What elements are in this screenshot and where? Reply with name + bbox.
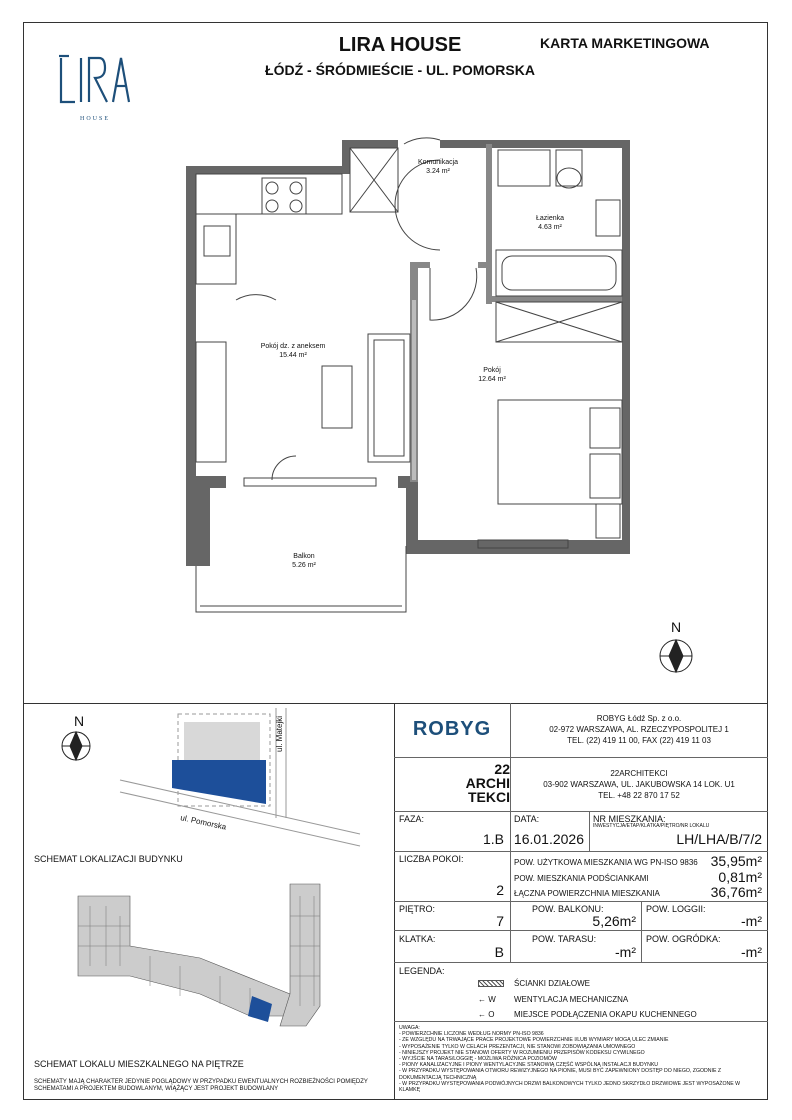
logo-subtext: HOUSE xyxy=(79,116,111,122)
pow-uzytkowa-label: POW. UŻYTKOWA MIESZKANIA WG PN-ISO 9836 xyxy=(514,858,698,867)
street-pomorska: ul. Pomorska xyxy=(179,813,228,832)
location-north-label: N xyxy=(74,713,85,729)
nr-value: LH/LHA/B/7/2 xyxy=(676,831,762,847)
faza-label: FAZA: xyxy=(399,814,425,824)
disclaimer: SCHEMATY MAJĄ CHARAKTER JEDYNIE POGLĄDOWY W PRZYPADKU EWENTUALNYCH ROZBIEŻNOŚCI POMIĘDZY SCHEMATAMI A PROJEKTEM BUDOWLANYM, WIĄŻĄCY JEST PROJEKT BUDOWLANY xyxy=(34,1079,368,1092)
document-type: KARTA MARKETINGOWA xyxy=(540,35,710,51)
developer-info: ROBYG Łódź Sp. z o.o. 02-972 WARSZAWA, AL. RZECZYPOSPOLITEJ 1 TEL. (22) 419 11 00, FAX (22) 419 11 03 xyxy=(549,714,729,745)
pietro-label: PIĘTRO: xyxy=(399,904,436,914)
floor-scheme xyxy=(70,876,350,1036)
wall-west xyxy=(186,166,196,486)
compass-north-label: N xyxy=(670,619,682,635)
legend-symbol-ventilation: ← W xyxy=(478,995,496,1004)
loggia-value: -m² xyxy=(741,913,762,929)
data-value: 16.01.2026 xyxy=(513,831,584,847)
loggia-label: POW. LOGGII: xyxy=(646,904,706,914)
location-caption: SCHEMAT LOKALIZACJI BUDYNKU xyxy=(34,854,183,864)
balkon-label: POW. BALKONU: xyxy=(532,904,604,914)
notes: UWAGA: - POWIERZCHNIE LICZONE WEDŁUG NORMY PN-ISO 9836 - ZE WZGLĘDU NA TRWAJĄCE PRACE PROJEKTOWE POWIERZCHNIE I/LUB WYMIARY MOGĄ ULEC ZMIANIE - WYPOSAŻENIE TYLKO W CELACH PREZENTACJI, NIE STANOWI ZOBOWIĄZANIA UMOWNEGO - NINIEJSZY PROJEKT NIE STANOWI OFERTY W ROZUMIENIU PRZEPISÓW KODEKSU CYWILNEGO - WYJŚCIE NA TARAS/LOGGIĘ - MOŻLIWA RÓŻNICA POZIOMÓW - PIONY KANALIZACYJNE I PIONY WENTYLACYJNE STANOWIĄ CZĘŚĆ WSPÓLNĄ INSTALACJI BUDYNKU - W PRZYPADKU WYSTĘPOWANIA OTWORU REWIZYJNEGO NA PIONIE, MUSI BYĆ ZAPEWNIONY DOSTĘP DO NIEGO, ZGODNIE Z DOKUMENTACJĄ TECHNICZNĄ - W PRZYPADKU WYSTĘPOWANIA PODWÓJNYCH DRZWI BALKONOWYCH TYLKO JEDNO SKRZYDŁO DRZWIOWE JEST WYPOSAŻONE W KLAMKĘ xyxy=(399,1025,741,1094)
architect-info: 22ARCHITEKCI 03-902 WARSZAWA, UL. JAKUBOWSKA 14 LOK. U1 TEL. +48 22 870 17 52 xyxy=(543,769,735,800)
nr-sublabel: INWESTYCJA/ETAP/KLATKA/PIĘTRO/NR LOKALU xyxy=(593,823,710,829)
legend-item-walls: ŚCIANKI DZIAŁOWE xyxy=(514,979,591,988)
pokoje-value: 2 xyxy=(496,882,504,898)
ogrodek-label: POW. OGRÓDKA: xyxy=(646,934,721,944)
legend-item-hood: MIEJSCE PODŁĄCZENIA OKAPU KUCHENNEGO xyxy=(514,1010,697,1019)
architect-logo: 22 ARCHI TEKCI xyxy=(465,761,510,805)
pietro-value: 7 xyxy=(496,913,504,929)
room-pokoj-aneks: Pokój dz. z aneksem 15.44 m² xyxy=(260,343,326,359)
pokoje-label: LICZBA POKOI: xyxy=(399,854,464,864)
pow-laczna-label: ŁĄCZNA POWIERZCHNIA MIESZKANIA xyxy=(514,889,660,898)
legend-title: LEGENDA: xyxy=(399,966,445,976)
page-subtitle: ŁÓDŹ - ŚRÓDMIEŚCIE - UL. POMORSKA xyxy=(265,62,535,78)
balkon-value: 5,26m² xyxy=(592,913,636,929)
pow-uzytkowa-value: 35,95m² xyxy=(710,853,762,869)
klatka-label: KLATKA: xyxy=(399,934,436,944)
room-pokoj: Pokój 12.64 m² xyxy=(478,367,506,383)
compass xyxy=(660,640,692,672)
pow-laczna-value: 36,76m² xyxy=(710,884,762,900)
nr-label: NR MIESZKANIA: xyxy=(593,814,666,824)
room-balkon: Balkon 5.26 m² xyxy=(292,553,316,569)
room-lazienka: Łazienka 4.63 m² xyxy=(535,215,565,231)
page-title: LIRA HOUSE xyxy=(338,34,462,56)
street-matejki: ul. Matejki xyxy=(275,715,284,752)
data-label: DATA: xyxy=(514,814,540,824)
klatka-value: B xyxy=(494,944,504,960)
robyg-logo: ROBYG xyxy=(412,718,492,740)
location-map xyxy=(30,708,390,854)
room-komunikacja: Komunikacja 3.24 m² xyxy=(417,159,459,175)
legend-symbol-hood: ← O xyxy=(478,1010,495,1019)
taras-value: -m² xyxy=(615,944,636,960)
taras-label: POW. TARASU: xyxy=(532,934,597,944)
ogrodek-value: -m² xyxy=(741,944,762,960)
faza-value: 1.B xyxy=(482,831,504,847)
pow-podscianki-label: POW. MIESZKANIA PODŚCIANKAMI xyxy=(514,874,649,883)
pow-podscianki-value: 0,81m² xyxy=(718,869,762,885)
partition-wall-symbol xyxy=(478,980,504,987)
legend-item-ventilation: WENTYLACJA MECHANICZNA xyxy=(514,995,629,1004)
floor-scheme-caption: SCHEMAT LOKALU MIESZKALNEGO NA PIĘTRZE xyxy=(34,1059,244,1069)
